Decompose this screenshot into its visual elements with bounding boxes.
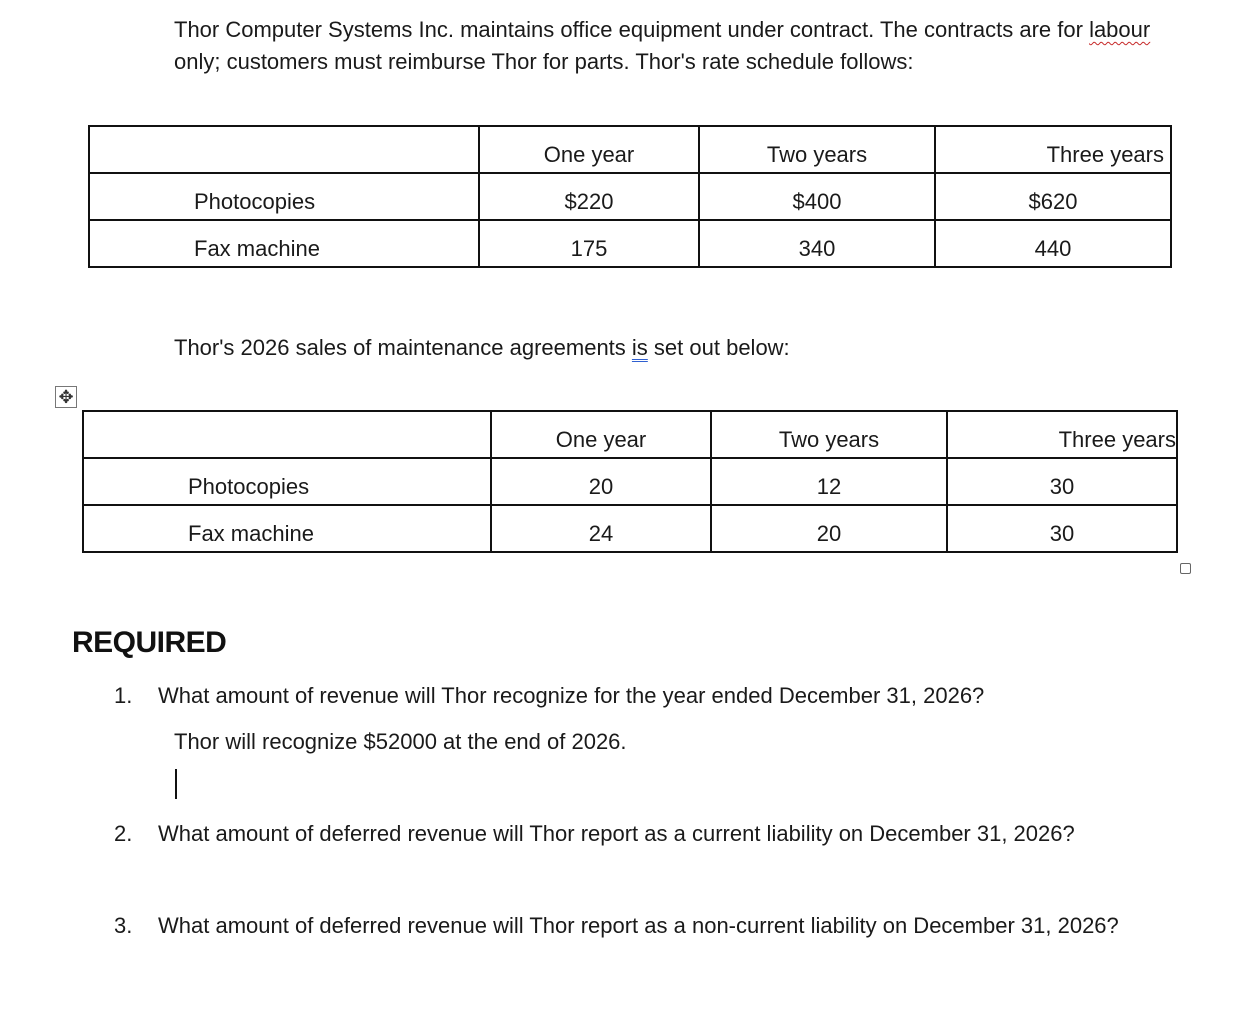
cell-photocopies-two-years[interactable]: 12: [711, 458, 947, 505]
question-1-text: What amount of revenue will Thor recognize for the year ended December 31, 2026?: [158, 683, 985, 708]
table-header-row: [83, 411, 1177, 458]
cell-photocopies-three-years[interactable]: 30: [947, 458, 1177, 505]
row-label-fax-machine[interactable]: Fax machine: [89, 220, 479, 267]
cell-fax-two-years[interactable]: 20: [711, 505, 947, 552]
cell-fax-two-years[interactable]: 340: [699, 220, 935, 267]
text-cursor: [175, 769, 177, 799]
table-row: [83, 458, 1177, 505]
question-2-text: What amount of deferred revenue will Thor report as a current liability on December 31, 2026?: [158, 821, 1075, 846]
sales-intro-paragraph: [174, 332, 790, 364]
intro-text-part1: Thor Computer Systems Inc. maintains office equipment under contract. The contracts are for: [174, 17, 1090, 42]
question-2-number: 2.: [114, 821, 133, 846]
question-1-answer[interactable]: Thor will recognize $52000 at the end of 2026.: [174, 729, 627, 754]
row-label-photocopies[interactable]: Photocopies: [83, 458, 491, 505]
cell-photocopies-one-year[interactable]: 20: [491, 458, 711, 505]
grammar-flagged-word[interactable]: is: [631, 335, 648, 360]
cell-fax-one-year[interactable]: 24: [491, 505, 711, 552]
table-row: [83, 505, 1177, 552]
header-cell-three-years[interactable]: Three years: [935, 126, 1171, 173]
intro-text-part2: only; customers must reimburse Thor for parts. Thor's rate schedule follows:: [174, 49, 914, 74]
header-cell-one-year[interactable]: One year: [479, 126, 699, 173]
sales-intro-text-part1: Thor's 2026 sales of maintenance agreements: [174, 335, 632, 360]
header-cell-one-year[interactable]: One year: [491, 411, 711, 458]
header-cell-three-years[interactable]: Three years: [947, 411, 1177, 458]
question-3-number: 3.: [114, 913, 133, 938]
header-cell-two-years[interactable]: Two years: [699, 126, 935, 173]
resize-handle-icon[interactable]: [1180, 563, 1191, 574]
header-cell-empty[interactable]: [83, 411, 491, 458]
spelling-flagged-word[interactable]: labour: [1089, 17, 1151, 42]
row-label-photocopies[interactable]: Photocopies: [89, 173, 479, 220]
cell-photocopies-three-years[interactable]: $620: [935, 173, 1171, 220]
sales-table[interactable]: [82, 410, 1178, 553]
cell-photocopies-one-year[interactable]: $220: [479, 173, 699, 220]
row-label-fax-machine[interactable]: Fax machine: [83, 505, 491, 552]
question-1-number: 1.: [114, 683, 133, 708]
table-row: [89, 220, 1171, 267]
required-heading: REQUIRED: [72, 626, 227, 659]
intro-paragraph: [174, 14, 1194, 78]
table-row: [89, 173, 1171, 220]
table-header-row: [89, 126, 1171, 173]
question-3-text: What amount of deferred revenue will Thor report as a non-current liability on December 31, 2026?: [158, 913, 1119, 938]
sales-intro-text-part2: set out below:: [647, 335, 790, 360]
cell-fax-one-year[interactable]: 175: [479, 220, 699, 267]
rate-schedule-table[interactable]: [88, 125, 1172, 268]
cell-fax-three-years[interactable]: 30: [947, 505, 1177, 552]
cell-fax-three-years[interactable]: 440: [935, 220, 1171, 267]
header-cell-empty[interactable]: [89, 126, 479, 173]
header-cell-two-years[interactable]: Two years: [711, 411, 947, 458]
cell-photocopies-two-years[interactable]: $400: [699, 173, 935, 220]
move-arrows-icon[interactable]: ✥: [55, 386, 77, 408]
